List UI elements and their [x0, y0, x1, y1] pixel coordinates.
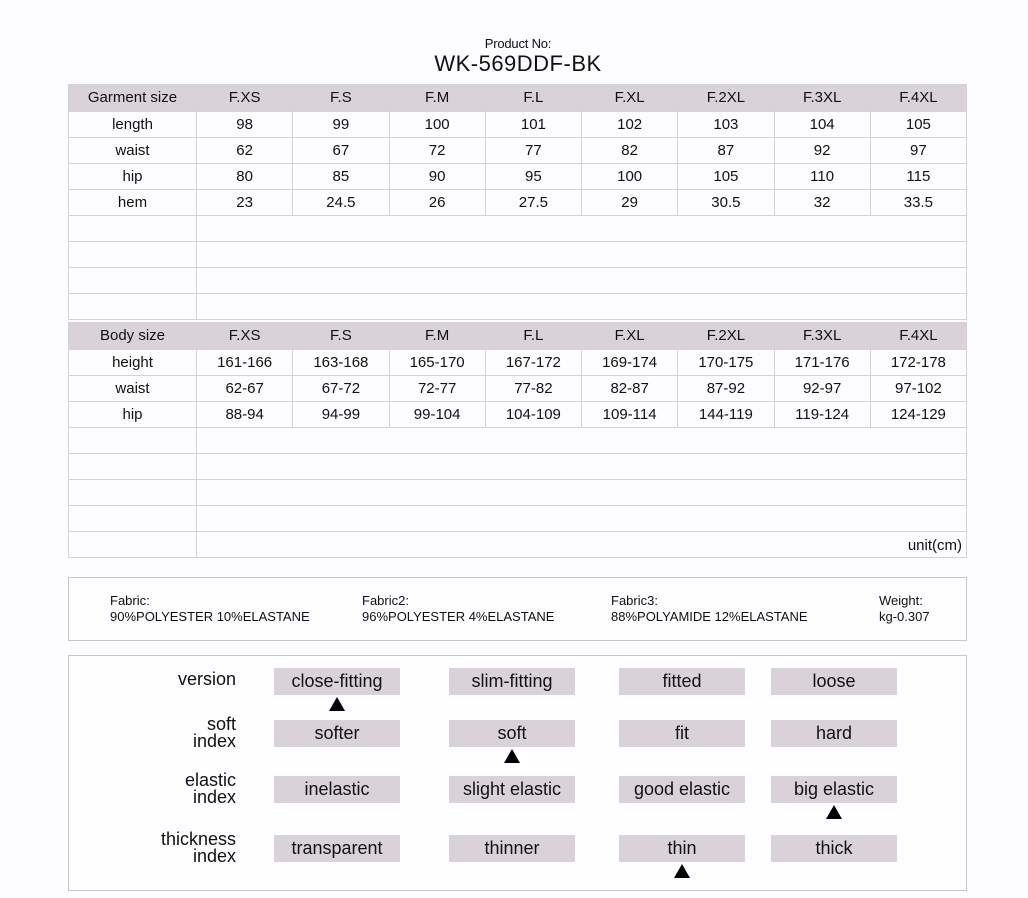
product-code: WK-569DDF-BK: [434, 51, 602, 76]
blank-cell: [69, 242, 197, 268]
measure-value: 109-114: [582, 402, 678, 428]
blank-row: [69, 216, 967, 242]
measure-value: 97-102: [870, 376, 966, 402]
size-header: F.S: [293, 323, 389, 350]
feature-row-label-line: index: [192, 846, 236, 866]
measure-value: 67-72: [293, 376, 389, 402]
feature-option: soft: [449, 720, 575, 747]
size-header: F.XS: [197, 323, 293, 350]
measure-value: 90: [389, 164, 485, 190]
measure-value: 67: [293, 138, 389, 164]
measure-label: hip: [69, 164, 197, 190]
feature-option: slim-fitting: [449, 668, 575, 695]
measure-label: hem: [69, 190, 197, 216]
measure-value: 62-67: [197, 376, 293, 402]
measure-value: 87-92: [678, 376, 774, 402]
measure-value: 95: [485, 164, 581, 190]
table-row: [69, 350, 967, 376]
measure-value: 72: [389, 138, 485, 164]
table-row: [69, 402, 967, 428]
measure-value: 24.5: [293, 190, 389, 216]
measure-value: 172-178: [870, 350, 966, 376]
measure-value: 144-119: [678, 402, 774, 428]
measure-value: 87: [678, 138, 774, 164]
measure-value: 104: [774, 112, 870, 138]
measure-label: height: [69, 350, 197, 376]
blank-row: [69, 268, 967, 294]
measure-value: 171-176: [774, 350, 870, 376]
blank-cell: [69, 506, 197, 532]
selected-indicator-icon: [674, 864, 690, 878]
size-header: F.3XL: [774, 323, 870, 350]
measure-value: 115: [870, 164, 966, 190]
measure-value: 82: [582, 138, 678, 164]
feature-option: hard: [771, 720, 897, 747]
blank-cell: [197, 480, 967, 506]
table-row: [69, 112, 967, 138]
size-header: F.3XL: [774, 85, 870, 112]
measure-value: 27.5: [485, 190, 581, 216]
size-header: F.2XL: [678, 323, 774, 350]
measure-value: 92-97: [774, 376, 870, 402]
size-header: F.XL: [582, 323, 678, 350]
blank-row: [69, 480, 967, 506]
feature-row-label-line: index: [192, 787, 236, 807]
measure-value: 102: [582, 112, 678, 138]
blank-cell: [69, 294, 197, 320]
measure-value: 170-175: [678, 350, 774, 376]
measure-value: 99: [293, 112, 389, 138]
table-row: [69, 376, 967, 402]
blank-cell: [197, 506, 967, 532]
feature-row-label-line: version: [177, 669, 236, 689]
unit-label: unit(cm): [907, 537, 962, 554]
feature-row-label-line: thickness: [160, 829, 236, 849]
table-header-row: [69, 323, 967, 350]
measure-value: 82-87: [582, 376, 678, 402]
table-header-row: [69, 85, 967, 112]
size-header: F.S: [293, 85, 389, 112]
feature-option: fit: [619, 720, 745, 747]
blank-cell: [197, 454, 967, 480]
size-header: F.XL: [582, 85, 678, 112]
blank-row: [69, 532, 967, 558]
weight-label: Weight:: [879, 593, 923, 608]
measure-value: 105: [678, 164, 774, 190]
blank-row: [69, 294, 967, 320]
product-number-label: Product No:: [484, 36, 552, 51]
selected-indicator-icon: [329, 697, 345, 711]
measure-value: 92: [774, 138, 870, 164]
measure-label: waist: [69, 376, 197, 402]
blank-row: [69, 454, 967, 480]
fabric-3-label: Fabric3:: [611, 593, 658, 608]
size-header: F.4XL: [870, 85, 966, 112]
feature-row-label: [185, 772, 236, 806]
feature-option: loose: [771, 668, 897, 695]
measure-value: 98: [197, 112, 293, 138]
measure-value: 169-174: [582, 350, 678, 376]
measure-value: 30.5: [678, 190, 774, 216]
feature-option: transparent: [274, 835, 400, 862]
feature-option: close-fitting: [274, 668, 400, 695]
measure-value: 77-82: [485, 376, 581, 402]
measure-value: 29: [582, 190, 678, 216]
body-size-table: [68, 322, 967, 558]
size-header: F.4XL: [870, 323, 966, 350]
fabric-1-label: Fabric:: [110, 593, 150, 608]
measure-value: 110: [774, 164, 870, 190]
size-header: F.L: [485, 85, 581, 112]
feature-option: big elastic: [771, 776, 897, 803]
measure-value: 104-109: [485, 402, 581, 428]
garment-features-box: [68, 655, 967, 891]
measure-value: 105: [870, 112, 966, 138]
feature-option: fitted: [619, 668, 745, 695]
measure-value: 23: [197, 190, 293, 216]
feature-option: thick: [771, 835, 897, 862]
feature-row-label: [178, 671, 236, 688]
table-row: [69, 164, 967, 190]
blank-cell: [197, 294, 967, 320]
measure-value: 161-166: [197, 350, 293, 376]
measure-value: 88-94: [197, 402, 293, 428]
measure-value: 100: [582, 164, 678, 190]
table-row: [69, 138, 967, 164]
fabric-1-value: 90%POLYESTER 10%ELASTANE: [110, 609, 310, 624]
feature-option: inelastic: [274, 776, 400, 803]
measure-value: 85: [293, 164, 389, 190]
feature-row-label: [161, 831, 236, 865]
size-header: F.M: [389, 323, 485, 350]
measure-value: 33.5: [870, 190, 966, 216]
blank-cell: [69, 216, 197, 242]
fabric-1: [110, 593, 310, 625]
fabric-2: [362, 593, 554, 625]
measure-value: 101: [485, 112, 581, 138]
feature-option: thin: [619, 835, 745, 862]
weight: [879, 593, 930, 625]
measure-label: hip: [69, 402, 197, 428]
garment-size-table: [68, 84, 967, 320]
measure-value: 94-99: [293, 402, 389, 428]
blank-cell: [197, 242, 967, 268]
fabric-2-value: 96%POLYESTER 4%ELASTANE: [362, 609, 555, 624]
size-header: F.2XL: [678, 85, 774, 112]
measure-value: 124-129: [870, 402, 966, 428]
measure-value: 26: [389, 190, 485, 216]
measure-value: 80: [197, 164, 293, 190]
blank-row: [69, 242, 967, 268]
feature-row-label-line: soft: [206, 714, 236, 734]
weight-value: kg-0.307: [879, 609, 930, 624]
measure-value: 77: [485, 138, 581, 164]
measure-label: length: [69, 112, 197, 138]
measure-value: 99-104: [389, 402, 485, 428]
feature-option: softer: [274, 720, 400, 747]
blank-cell: [69, 268, 197, 294]
measure-value: 32: [774, 190, 870, 216]
blank-cell: [197, 216, 967, 242]
product-header: [0, 36, 1028, 77]
measure-value: 163-168: [293, 350, 389, 376]
blank-cell: [69, 454, 197, 480]
feature-option: slight elastic: [449, 776, 575, 803]
fabric-3: [611, 593, 808, 625]
selected-indicator-icon: [504, 749, 520, 763]
fabric-info-box: [68, 577, 967, 641]
table-header-label: Garment size: [69, 85, 197, 112]
feature-option: thinner: [449, 835, 575, 862]
blank-cell: [69, 532, 197, 558]
measure-value: 62: [197, 138, 293, 164]
blank-row: [69, 506, 967, 532]
fabric-2-label: Fabric2:: [362, 593, 409, 608]
measure-value: 72-77: [389, 376, 485, 402]
feature-row-label: [193, 716, 236, 750]
blank-cell: [69, 428, 197, 454]
feature-row-label-line: elastic: [184, 770, 236, 790]
size-header: F.L: [485, 323, 581, 350]
blank-cell: [197, 428, 967, 454]
blank-row: [69, 428, 967, 454]
table-row: [69, 190, 967, 216]
size-header: F.M: [389, 85, 485, 112]
measure-value: 167-172: [485, 350, 581, 376]
feature-row-label-line: index: [192, 731, 236, 751]
table-header-label: Body size: [69, 323, 197, 350]
measure-value: 103: [678, 112, 774, 138]
measure-value: 119-124: [774, 402, 870, 428]
feature-option: good elastic: [619, 776, 745, 803]
measure-value: 100: [389, 112, 485, 138]
blank-cell: [197, 532, 967, 558]
selected-indicator-icon: [826, 805, 842, 819]
fabric-3-value: 88%POLYAMIDE 12%ELASTANE: [611, 609, 808, 624]
blank-cell: [69, 480, 197, 506]
measure-value: 165-170: [389, 350, 485, 376]
blank-cell: [197, 268, 967, 294]
measure-value: 97: [870, 138, 966, 164]
size-header: F.XS: [197, 85, 293, 112]
measure-label: waist: [69, 138, 197, 164]
